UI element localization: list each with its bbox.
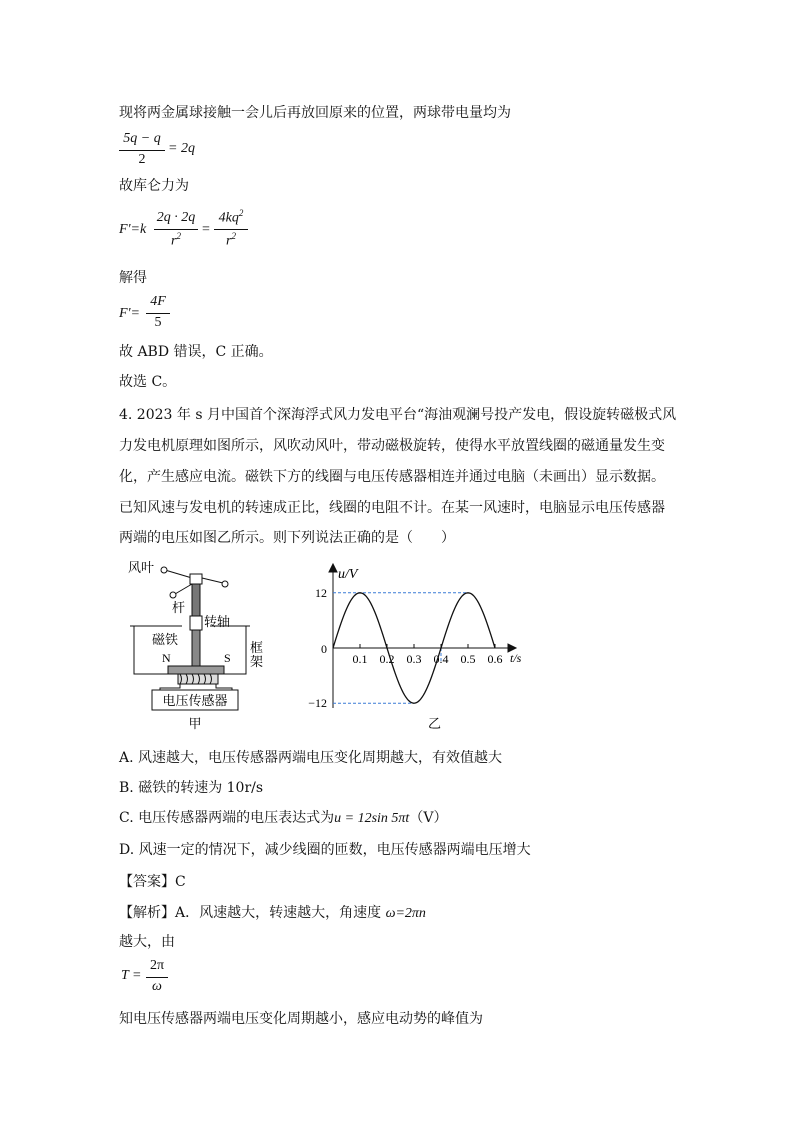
shaft <box>192 630 200 666</box>
option-a: A. 风速越大，电压传感器两端电压变化周期越大，有效值越大 <box>119 750 503 766</box>
text-line: 解得 <box>119 270 147 286</box>
fraction-bar <box>146 977 168 978</box>
fraction-denominator: $r^2$ <box>171 231 181 249</box>
fraction-denominator: $r^2$ <box>226 231 236 249</box>
blade-line <box>175 584 192 594</box>
voltage-sensor-label: 电压传感器 <box>162 693 228 708</box>
fraction-denominator: 2 <box>138 152 146 167</box>
equation-lhs: F'=k <box>119 222 147 237</box>
rod-label: 杆 <box>172 600 186 615</box>
text-line: 越大，由 <box>119 934 175 950</box>
y-axis-arrow <box>329 564 337 572</box>
coupling <box>190 616 202 630</box>
y-tick-label: 12 <box>315 585 327 600</box>
frame-label: 架 <box>250 654 264 669</box>
equation-rhs: = 2q <box>168 141 195 156</box>
x-tick-label: 0.4 <box>433 652 449 666</box>
figure-b-caption: 乙 <box>428 716 442 731</box>
option-c: C. 电压传感器两端的电压表达式为u = 12sin 5πt（V） <box>119 810 448 826</box>
generator-diagram <box>120 556 280 736</box>
magnet-label: 磁铁 <box>152 632 179 647</box>
wire <box>216 684 232 690</box>
fraction-bar <box>119 150 165 151</box>
fraction-numerator: 2π <box>149 958 165 973</box>
question-text: 4. 2023 年 s 月中国首个深海浮式风力发电平台“海油观澜号投产发电，假设旋转磁极式风 <box>119 407 677 423</box>
blade-line <box>202 578 223 583</box>
fraction-numerator: 5q − q <box>123 131 161 146</box>
y-tick-label: 0 <box>321 642 327 656</box>
question-text: 化，产生感应电流。磁铁下方的线圈与电压传感器相连并通过电脑（未画出）显示数据。 <box>119 469 665 485</box>
x-axis-label: t/s <box>510 651 522 665</box>
x-tick-label: 0.2 <box>379 652 395 666</box>
x-tick-label: 0.1 <box>352 652 368 666</box>
option-d: D. 风速一定的情况下，减少线圈的匝数，电压传感器两端电压增大 <box>119 842 531 858</box>
north-pole-label: N <box>162 651 171 665</box>
text-line: 知电压传感器两端电压变化周期越小，感应电动势的峰值为 <box>119 1011 483 1027</box>
text-line: 故库仑力为 <box>119 178 189 194</box>
question-text: 力发电机原理如图所示，风吹动风叶，带动磁极旋转，使得水平放置线圈的磁通量发生变 <box>119 438 665 454</box>
text-line: 现将两金属球接触一会儿后再放回原来的位置，两球带电量均为 <box>119 105 511 121</box>
wind-blade-label: 风叶 <box>128 560 155 575</box>
answer: 【答案】C <box>119 874 186 890</box>
analysis: 【解析】A．风速越大，转速越大，角速度 ω=2πn <box>119 905 426 921</box>
wire <box>160 684 180 690</box>
voltage-chart <box>300 556 530 736</box>
blade-tip <box>170 592 176 598</box>
south-pole-label: S <box>224 651 231 665</box>
text-line: 故选 C。 <box>119 374 177 390</box>
text-line: 故 ABD 错误，C 正确。 <box>119 344 273 360</box>
fraction-bar <box>154 229 198 230</box>
fraction-numerator: 2q · 2q <box>156 210 196 225</box>
blade-tip <box>222 581 228 587</box>
x-tick-label: 0.3 <box>406 652 422 666</box>
fraction-numerator: $4kq^2$ <box>218 208 244 226</box>
rod <box>192 584 200 616</box>
hub <box>190 574 202 584</box>
x-tick-label: 0.5 <box>460 652 476 666</box>
fraction-numerator: 4F <box>150 294 166 309</box>
question-text: 已知风速与发电机的转速成正比，线圈的电阻不计。在某一风速时，电脑显示电压传感器 <box>119 500 665 516</box>
fraction-denominator: 5 <box>154 315 162 330</box>
equals-sign: = <box>202 222 210 237</box>
fraction-bar <box>214 229 248 230</box>
frame-label: 框 <box>250 640 264 655</box>
question-text: 两端的电压如图乙所示。则下列说法正确的是（ ） <box>119 530 455 546</box>
shaft-label: 转轴 <box>204 614 231 629</box>
option-b: B. 磁铁的转速为 10r/s <box>119 780 264 796</box>
blade-tip <box>161 567 167 573</box>
y-axis-label: u/V <box>338 567 358 582</box>
blade-line <box>165 570 192 578</box>
x-tick-label: 0.6 <box>487 652 503 666</box>
figure-a-caption: 甲 <box>188 716 202 731</box>
equation-lhs: T = <box>121 968 142 983</box>
fraction-denominator: ω <box>152 979 162 994</box>
fraction-bar <box>146 313 170 314</box>
magnet-bar <box>168 666 224 674</box>
y-tick-label: −12 <box>308 696 327 711</box>
equation-lhs: F'= <box>119 306 140 321</box>
